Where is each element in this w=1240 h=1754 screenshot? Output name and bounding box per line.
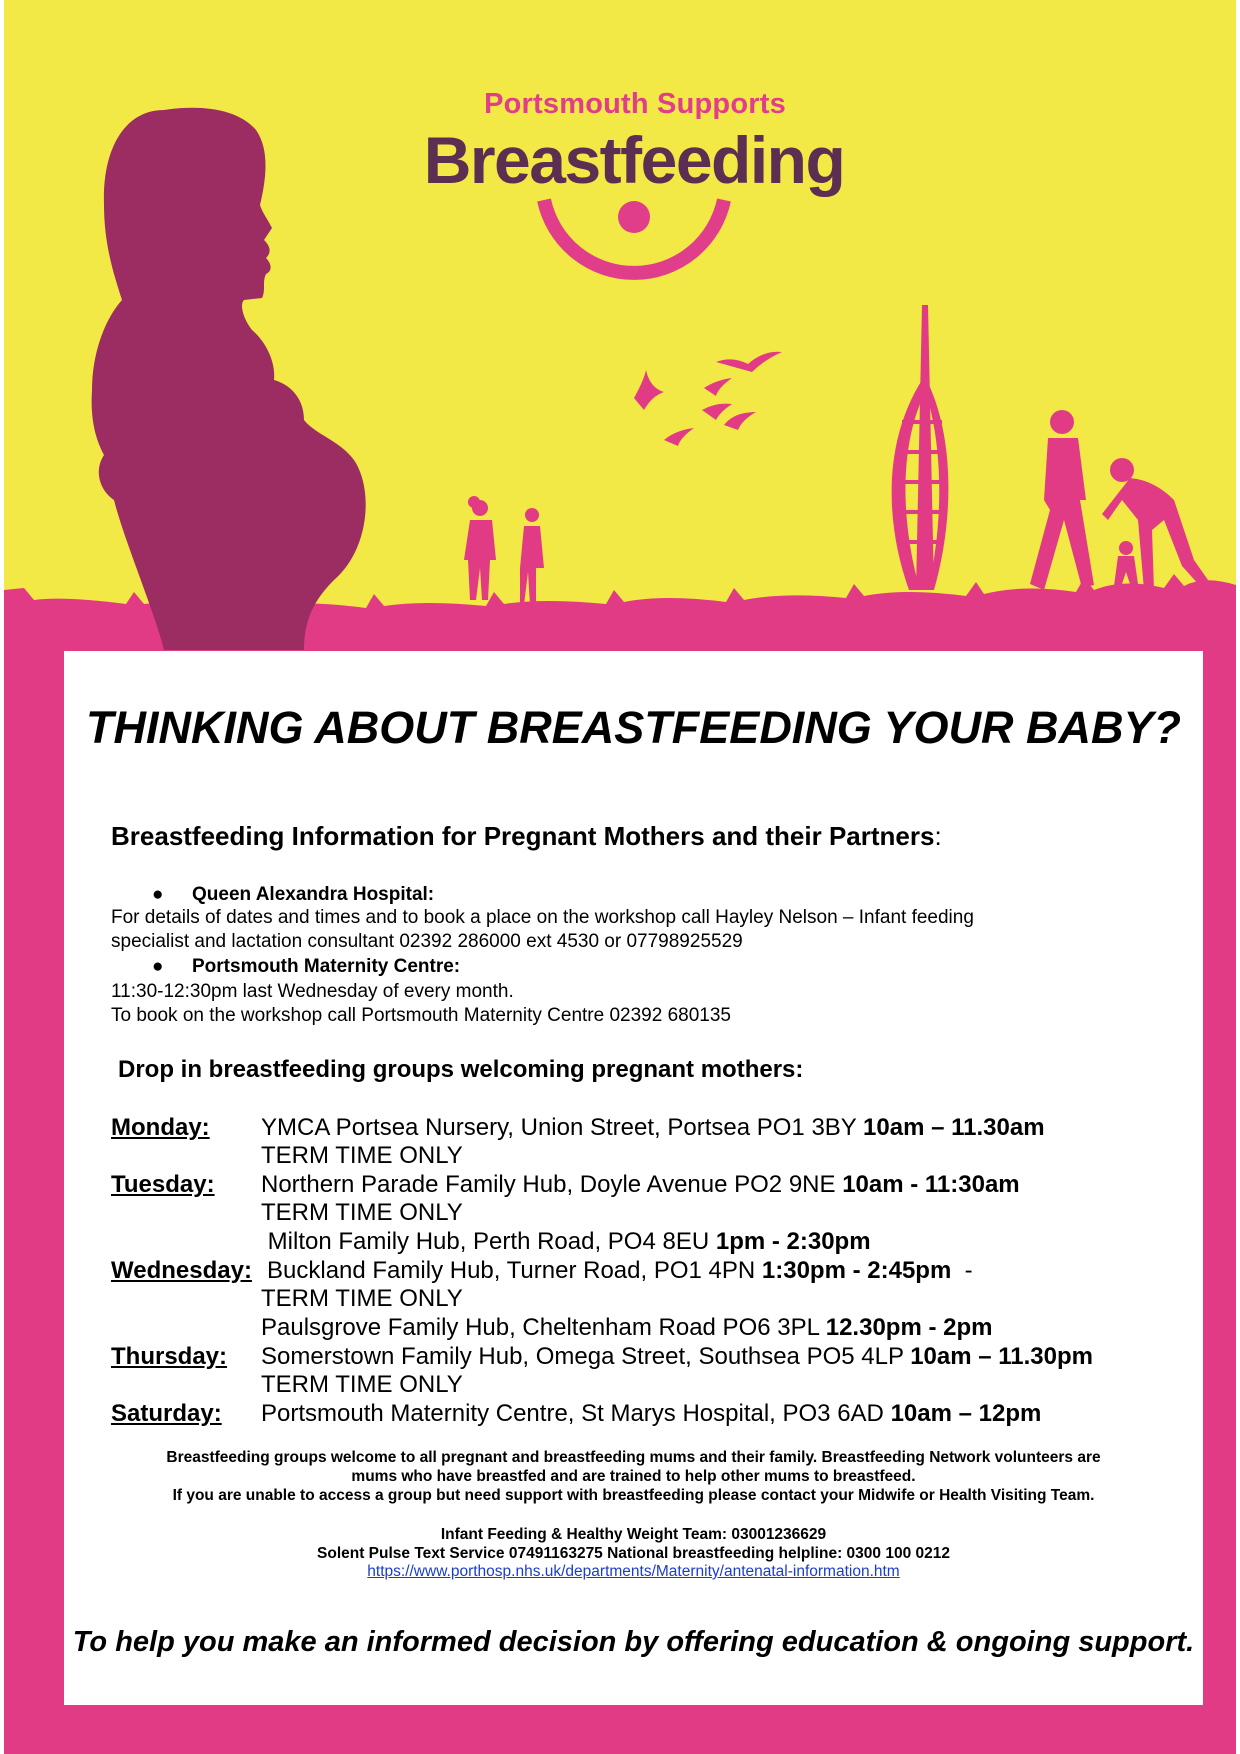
- term-note: TERM TIME ONLY: [261, 1199, 463, 1226]
- venue-text: Buckland Family Hub, Turner Road, PO1 4PN: [267, 1257, 762, 1284]
- workshop-detail: To book on the workshop call Portsmouth Maternity Centre 02392 680135: [111, 1005, 731, 1026]
- schedule-entry: [261, 1343, 1093, 1371]
- venue-text: YMCA Portsea Nursery, Union Street, Portsea PO1 3BY: [261, 1114, 864, 1141]
- venue-text: Somerstown Family Hub, Omega Street, Southsea PO5 4LP: [261, 1343, 911, 1370]
- subtitle-text: Breastfeeding Information for Pregnant Mothers and their Partners: [111, 821, 935, 851]
- venue-text: Northern Parade Family Hub, Doyle Avenue PO2 9NE: [261, 1171, 843, 1198]
- spinnaker-tower-icon: [892, 305, 949, 590]
- venue-text: Paulsgrove Family Hub, Cheltenham Road PO6 3PL: [261, 1314, 826, 1341]
- day-label-monday: Monday:: [111, 1114, 210, 1141]
- day-label-thursday: Thursday:: [111, 1343, 228, 1370]
- bullet-icon: ●: [152, 956, 164, 977]
- groups-heading: Drop in breastfeeding groups welcoming pregnant mothers:: [118, 1056, 804, 1083]
- time-text: 10am – 12pm: [890, 1400, 1042, 1427]
- workshop-item-maternity-centre: [152, 956, 460, 978]
- workshop-detail: 11:30-12:30pm last Wednesday of every month.: [111, 981, 514, 1002]
- workshop-name: Portsmouth Maternity Centre:: [192, 956, 461, 977]
- time-text: 10am - 11:30am: [842, 1171, 1020, 1198]
- contact-line: Solent Pulse Text Service 07491163275 National breastfeeding helpline: 0300 100 0212: [317, 1545, 950, 1562]
- birds-icon: [634, 352, 782, 446]
- logo-wordmark: Breastfeeding: [423, 123, 845, 197]
- page-title: THINKING ABOUT BREASTFEEDING YOUR BABY?: [85, 702, 1182, 753]
- day-label-saturday: Saturday:: [111, 1400, 222, 1427]
- schedule-entry: [261, 1114, 1045, 1142]
- workshop-detail: For details of dates and times and to book a place on the workshop call Hayley Nelson – Infant feeding: [111, 907, 974, 928]
- schedule-entry: [261, 1171, 1020, 1199]
- time-text: 1pm - 2:30pm: [715, 1228, 871, 1255]
- venue-text: Milton Family Hub, Perth Road, PO4 8EU: [261, 1228, 716, 1255]
- note-line: Breastfeeding groups welcome to all pregnant and breastfeeding mums and their family. Breastfeeding Network volunteers are: [166, 1449, 1101, 1466]
- content-panel: [64, 651, 1203, 1705]
- venue-text: Portsmouth Maternity Centre, St Marys Hospital, PO3 6AD: [261, 1400, 891, 1427]
- time-text: 1:30pm - 2:45pm: [761, 1257, 952, 1284]
- antenatal-info-link[interactable]: https://www.porthosp.nhs.uk/departments/Maternity/antenatal-information.htm: [367, 1563, 900, 1580]
- schedule-entry: [261, 1228, 871, 1256]
- workshop-name: Queen Alexandra Hospital:: [192, 884, 435, 905]
- entry-suffix: -: [951, 1257, 973, 1284]
- workshop-item-qa-hospital: [152, 884, 434, 906]
- term-note: TERM TIME ONLY: [261, 1371, 463, 1398]
- logo-dot-icon: [618, 201, 650, 233]
- woman-with-toddler-silhouette: [1102, 458, 1208, 590]
- pregnant-woman-silhouette: [92, 108, 366, 650]
- schedule-entry: [267, 1257, 973, 1285]
- walking-man-silhouette: [1030, 410, 1094, 590]
- term-note: TERM TIME ONLY: [261, 1142, 463, 1169]
- closing-statement: To help you make an informed decision by offering education & ongoing support.: [72, 1626, 1195, 1658]
- hero-illustration: [4, 0, 1236, 650]
- note-line: If you are unable to access a group but need support with breastfeeding please contact your Midwife or Health Visiting Team.: [172, 1487, 1095, 1504]
- time-text: 10am – 11.30pm: [910, 1343, 1094, 1370]
- section-subtitle: [111, 821, 942, 852]
- family-silhouette-left: [464, 496, 544, 605]
- day-label-wednesday: Wednesday:: [111, 1257, 252, 1284]
- note-line: mums who have breastfed and are trained to help other mums to breastfeed.: [351, 1468, 916, 1485]
- schedule-entry: [261, 1314, 992, 1342]
- schedule-entry: [261, 1400, 1041, 1428]
- time-text: 12.30pm - 2pm: [825, 1314, 993, 1341]
- subtitle-colon: :: [934, 821, 942, 851]
- poster: [4, 0, 1236, 1754]
- workshop-detail: specialist and lactation consultant 02392 286000 ext 4530 or 07798925529: [111, 931, 743, 952]
- time-text: 10am – 11.30am: [863, 1114, 1045, 1141]
- logo-tagline: Portsmouth Supports: [484, 88, 786, 120]
- term-note: TERM TIME ONLY: [261, 1285, 463, 1312]
- bullet-icon: ●: [152, 884, 164, 905]
- day-label-tuesday: Tuesday:: [111, 1171, 215, 1198]
- contact-line: Infant Feeding & Healthy Weight Team: 03001236629: [440, 1526, 827, 1543]
